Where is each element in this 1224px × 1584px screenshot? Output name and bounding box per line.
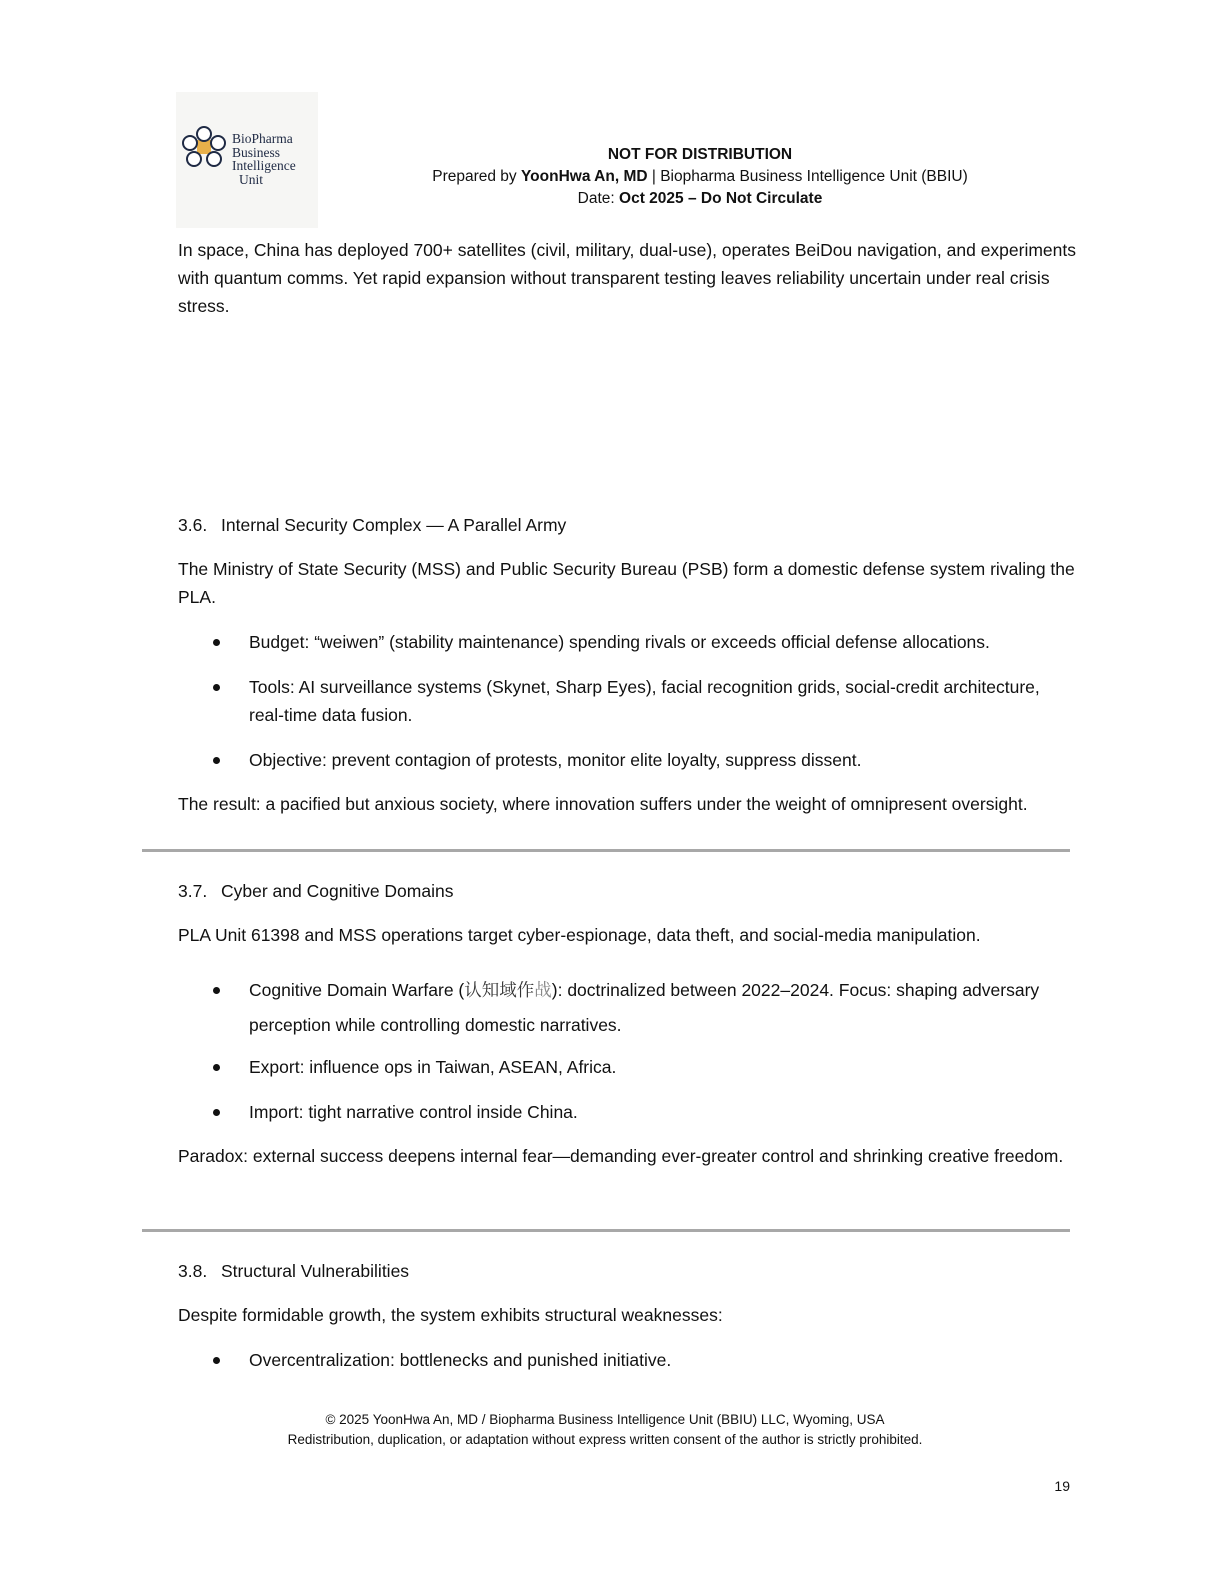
section-3-7-lead: PLA Unit 61398 and MSS operations target cyber-espionage, data theft, and social-media manipulation.	[178, 925, 981, 945]
intro-paragraph: In space, China has deployed 700+ satellites (civil, military, dual-use), operates BeiDou navigation, and experiments with quantum comms. Yet rapid expansion without transparent testing leaves reliability uncertain under real crisis stress.	[178, 240, 1077, 316]
logo-line-1: BioPharma	[232, 131, 293, 146]
bullet-icon	[213, 684, 220, 691]
section-heading-3-7: 3.7. Cyber and Cognitive Domains	[178, 881, 454, 901]
page-footer	[200, 1410, 1010, 1450]
bullet-icon	[213, 1357, 220, 1364]
logo-line-4: Unit	[239, 171, 264, 187]
logo-line-3: Intelligence	[232, 158, 296, 173]
list-item: Overcentralization: bottlenecks and punished initiative.	[249, 1346, 1079, 1374]
logo-line-2: Business	[232, 144, 281, 160]
chinese-term: 认知域作战	[464, 980, 552, 1000]
section-3-7-conclusion: Paradox: external success deepens internal fear—demanding ever-greater control and shrinking creative freedom.	[178, 1146, 1064, 1166]
copyright-line: © 2025 YoonHwa An, MD / Biopharma Business Intelligence Unit (BBIU) LLC, Wyoming, USA	[325, 1412, 885, 1427]
bullet-icon	[213, 987, 220, 994]
list-item: Export: influence ops in Taiwan, ASEAN, Africa.	[249, 1053, 1079, 1081]
bbiu-logo	[176, 92, 318, 228]
prepared-by-line: Prepared by YoonHwa An, MD | Biopharma Business Intelligence Unit (BBIU)	[432, 168, 968, 185]
section-heading-3-8: 3.8. Structural Vulnerabilities	[178, 1261, 410, 1281]
author-name: YoonHwa An, MD	[520, 168, 648, 185]
list-item: Objective: prevent contagion of protests, monitor elite loyalty, suppress dissent.	[249, 746, 1079, 774]
bullet-icon	[213, 1109, 220, 1116]
section-3-6-lead: The Ministry of State Security (MSS) and Public Security Bureau (PSB) form a domestic defense system rivaling the PLA.	[178, 559, 1075, 607]
date-value: Oct 2025 – Do Not Circulate	[619, 190, 823, 207]
distribution-notice: NOT FOR DISTRIBUTION	[607, 146, 793, 163]
section-divider	[142, 1229, 1070, 1232]
section-3-8-lead: Despite formidable growth, the system exhibits structural weaknesses:	[178, 1305, 723, 1325]
pentagon-circles-logo-icon	[180, 126, 230, 170]
list-item: Import: tight narrative control inside China.	[249, 1098, 1079, 1126]
list-item: Budget: “weiwen” (stability maintenance) spending rivals or exceeds official defense allocations.	[249, 628, 1079, 656]
bullet-icon	[213, 639, 220, 646]
list-item: Cognitive Domain Warfare (认知域作战): doctrinalized between 2022–2024. Focus: shaping adversary perception while controlling domestic narratives.	[249, 973, 1079, 1043]
list-item: Tools: AI surveillance systems (Skynet, Sharp Eyes), facial recognition grids, social-credit architecture, real-time data fusion.	[249, 673, 1079, 729]
section-divider	[142, 849, 1070, 852]
bullet-icon	[213, 757, 220, 764]
document-header	[340, 144, 1060, 210]
date-line: Date: Oct 2025 – Do Not Circulate	[577, 190, 823, 207]
redistribution-notice: Redistribution, duplication, or adaptation without express written consent of the author is strictly prohibited.	[287, 1432, 923, 1447]
logo-wordmark	[232, 132, 296, 186]
bullet-icon	[213, 1064, 220, 1071]
section-3-6-conclusion: The result: a pacified but anxious society, where innovation suffers under the weight of omnipresent oversight.	[178, 794, 1028, 814]
page-number: 19	[1054, 1478, 1070, 1494]
section-heading-3-6: 3.6. Internal Security Complex — A Parallel Army	[178, 515, 567, 535]
